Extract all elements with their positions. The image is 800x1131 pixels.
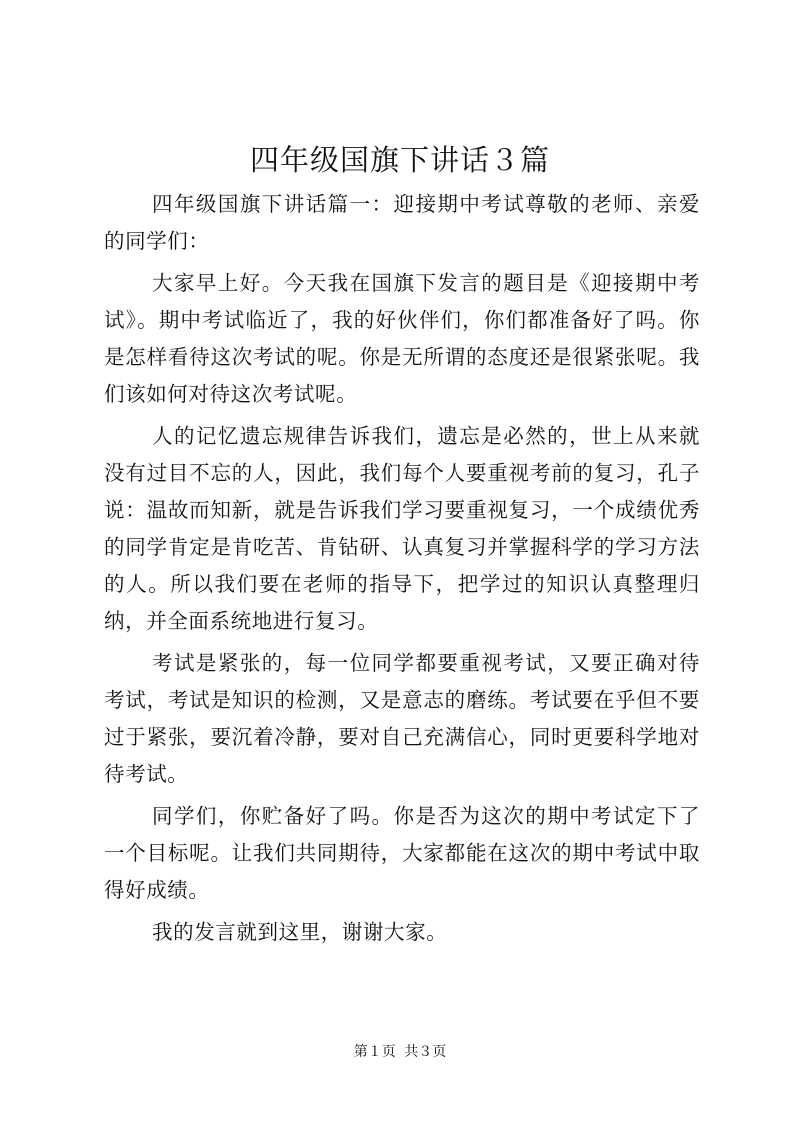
document-title: 四年级国旗下讲话３篇 (249, 143, 550, 177)
paragraph-intro: 四年级国旗下讲话篇一：迎接期中考试尊敬的老师、亲爱的同学们： (104, 192, 700, 253)
paragraph-greeting: 大家早上好。今天我在国旗下发言的题目是《迎接期中考试》。期中考试临近了，我的好伙伴们，你们都准备好了吗。你是怎样看待这次考试的呢。你是无所谓的态度还是很紧张呢。我们该如何对待这次考试呢。 (104, 271, 700, 406)
page-footer (0, 1042, 800, 1062)
page-number: 第１页 (353, 1044, 396, 1060)
document-body (104, 186, 700, 956)
page-total: 共３页 (404, 1044, 447, 1060)
paragraph-memory: 人的记忆遗忘规律告诉我们，遗忘是必然的，世上从来就没有过目不忘的人，因此，我们每个人要重视考前的复习，孔子说：温故而知新，就是告诉我们学习要重视复习，一个成绩优秀的同学肯定是肯吃苦、肯钻研、认真复习并掌握科学的学习方法的人。所以我们要在老师的指导下，把学过的知识认真整理归纳，并全面系统地进行复习。 (104, 424, 700, 633)
paragraph-closing: 我的发言就到这里，谢谢大家。 (152, 920, 448, 944)
paragraph-exam-attitude: 考试是紧张的，每一位同学都要重视考试，又要正确对待考试，考试是知识的检测，又是意志的磨练。考试要在乎但不要过于紧张，要沉着冷静，要对自己充满信心，同时更要科学地对待考试。 (104, 651, 700, 786)
paragraph-goal: 同学们，你贮备好了吗。你是否为这次的期中考试定下了一个目标呢。让我们共同期待，大家都能在这次的期中考试中取得好成绩。 (104, 804, 700, 902)
